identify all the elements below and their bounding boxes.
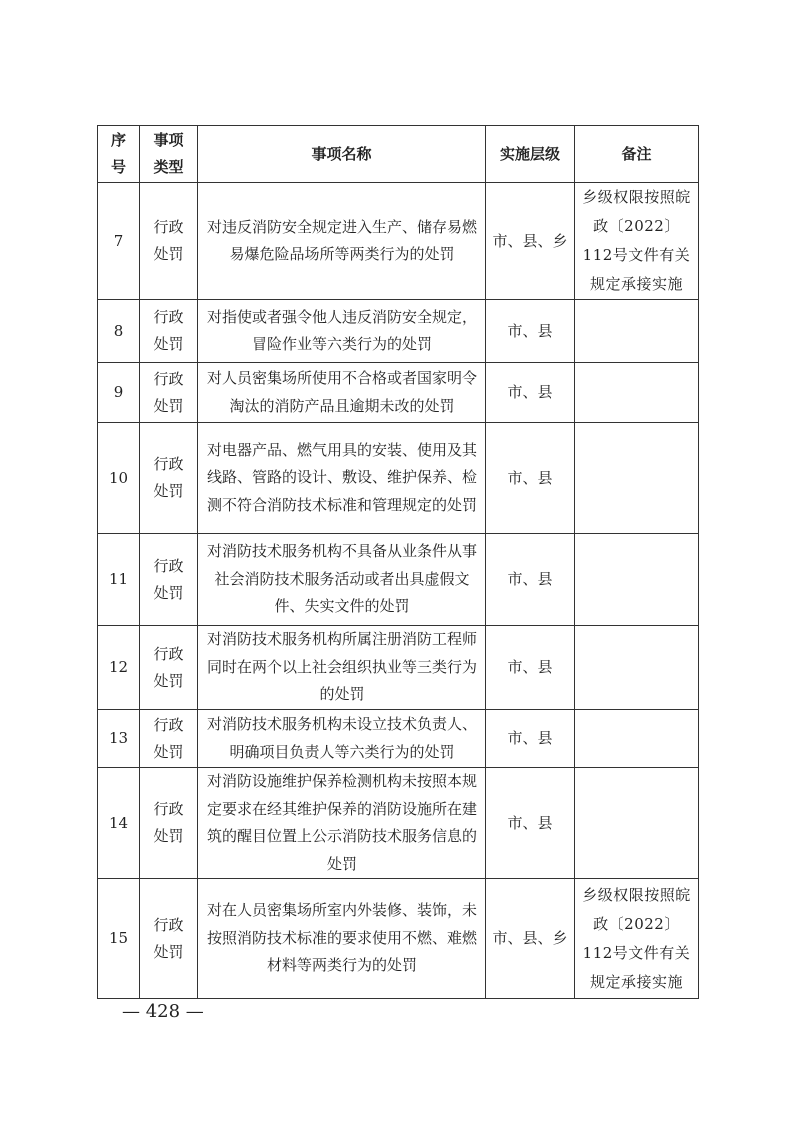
cell-seq: 15 — [98, 879, 140, 999]
header-seq: 序 号 — [98, 126, 140, 183]
table-row — [98, 534, 699, 626]
cell-note — [575, 626, 699, 710]
header-name: 事项名称 — [198, 126, 486, 183]
cell-level: 市、县、乡 — [486, 183, 575, 300]
cell-note: 乡级权限按照皖政〔2022〕112号文件有关规定承接实施 — [575, 183, 699, 300]
cell-seq: 13 — [98, 710, 140, 768]
cell-name: 对消防设施维护保养检测机构未按照本规定要求在经其维护保养的消防设施所在建筑的醒目位置上公示消防技术服务信息的处罚 — [198, 768, 486, 879]
header-type: 事项 类型 — [140, 126, 198, 183]
cell-note — [575, 768, 699, 879]
cell-level: 市、县 — [486, 300, 575, 363]
cell-name: 对消防技术服务机构未设立技术负责人、明确项目负责人等六类行为的处罚 — [198, 710, 486, 768]
cell-note — [575, 423, 699, 534]
cell-seq: 11 — [98, 534, 140, 626]
cell-note — [575, 363, 699, 423]
cell-name: 对指使或者强令他人违反消防安全规定，冒险作业等六类行为的处罚 — [198, 300, 486, 363]
cell-type: 行政 处罚 — [140, 423, 198, 534]
cell-level: 市、县、乡 — [486, 879, 575, 999]
cell-level: 市、县 — [486, 710, 575, 768]
cell-name: 对消防技术服务机构不具备从业条件从事社会消防技术服务活动或者出具虚假文件、失实文件的处罚 — [198, 534, 486, 626]
cell-type: 行政 处罚 — [140, 534, 198, 626]
table-row — [98, 300, 699, 363]
table-row — [98, 183, 699, 300]
cell-seq: 9 — [98, 363, 140, 423]
cell-seq: 7 — [98, 183, 140, 300]
header-note: 备注 — [575, 126, 699, 183]
cell-note — [575, 534, 699, 626]
cell-type: 行政 处罚 — [140, 768, 198, 879]
cell-type: 行政 处罚 — [140, 626, 198, 710]
cell-seq: 14 — [98, 768, 140, 879]
cell-note: 乡级权限按照皖政〔2022〕112号文件有关规定承接实施 — [575, 879, 699, 999]
cell-type: 行政 处罚 — [140, 300, 198, 363]
cell-type: 行政 处罚 — [140, 710, 198, 768]
cell-name: 对消防技术服务机构所属注册消防工程师同时在两个以上社会组织执业等三类行为的处罚 — [198, 626, 486, 710]
cell-level: 市、县 — [486, 423, 575, 534]
table-row — [98, 423, 699, 534]
cell-level: 市、县 — [486, 363, 575, 423]
cell-level: 市、县 — [486, 534, 575, 626]
cell-name: 对人员密集场所使用不合格或者国家明令淘汰的消防产品且逾期未改的处罚 — [198, 363, 486, 423]
cell-name: 对电器产品、燃气用具的安装、使用及其线路、管路的设计、敷设、维护保养、检测不符合消防技术标准和管理规定的处罚 — [198, 423, 486, 534]
cell-seq: 8 — [98, 300, 140, 363]
table-row — [98, 879, 699, 999]
cell-level: 市、县 — [486, 626, 575, 710]
table-row — [98, 363, 699, 423]
cell-type: 行政 处罚 — [140, 363, 198, 423]
items-table — [97, 125, 699, 999]
cell-name: 对违反消防安全规定进入生产、储存易燃易爆危险品场所等两类行为的处罚 — [198, 183, 486, 300]
cell-seq: 10 — [98, 423, 140, 534]
cell-name: 对在人员密集场所室内外装修、装饰，未按照消防技术标准的要求使用不燃、难燃材料等两类行为的处罚 — [198, 879, 486, 999]
cell-type: 行政 处罚 — [140, 879, 198, 999]
cell-seq: 12 — [98, 626, 140, 710]
table-row — [98, 768, 699, 879]
table-row — [98, 626, 699, 710]
page-number: — 428 — — [122, 1001, 204, 1022]
cell-note — [575, 300, 699, 363]
cell-note — [575, 710, 699, 768]
cell-type: 行政 处罚 — [140, 183, 198, 300]
header-row — [98, 126, 699, 183]
cell-level: 市、县 — [486, 768, 575, 879]
header-level: 实施层级 — [486, 126, 575, 183]
table-row — [98, 710, 699, 768]
